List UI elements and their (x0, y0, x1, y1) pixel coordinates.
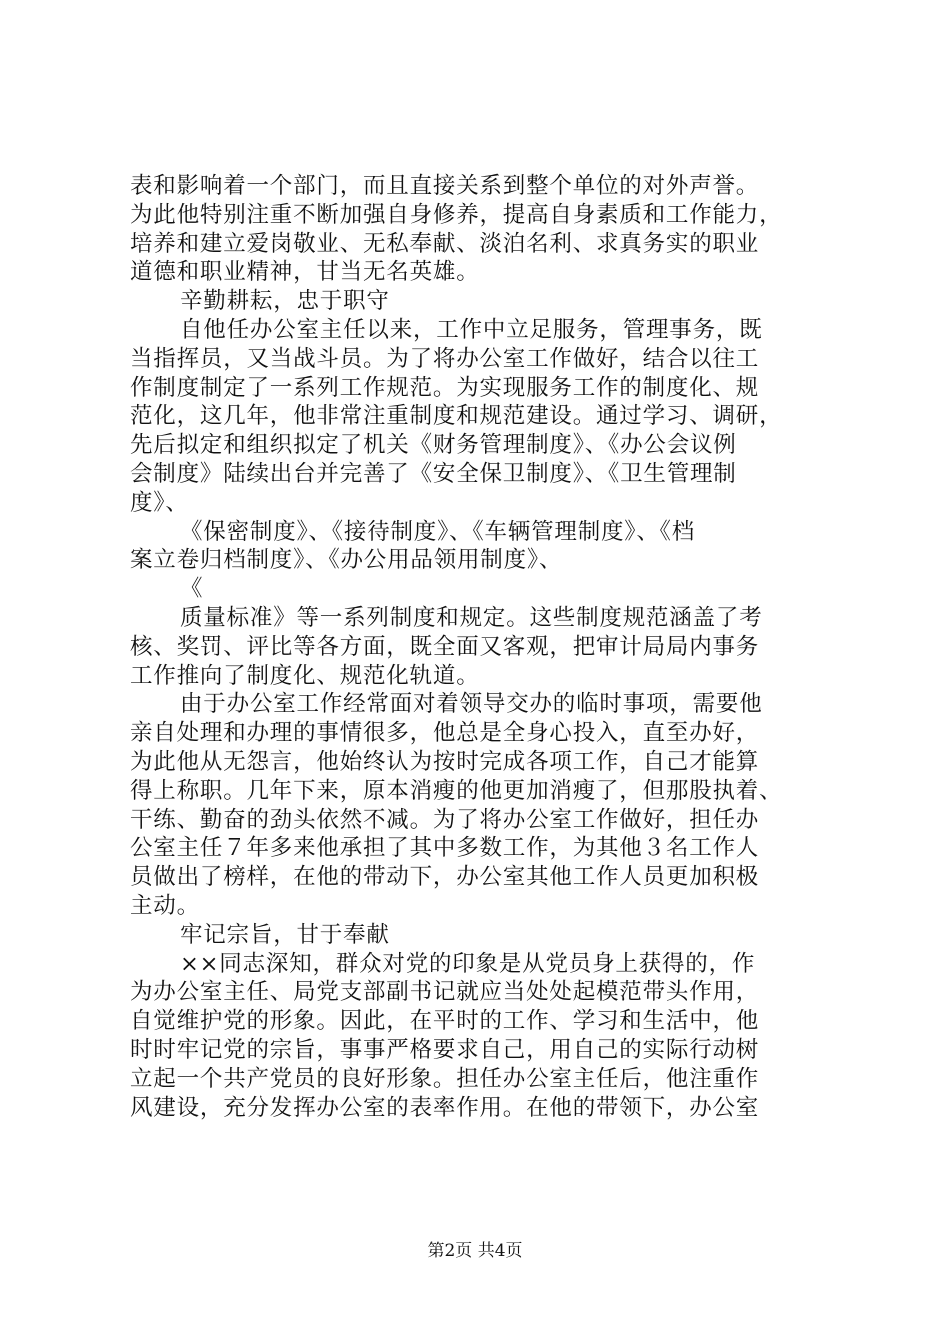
text-line: 培养和建立爱岗敬业、无私奉献、淡泊名利、求真务实的职业 (130, 230, 760, 257)
text-line: 主动。 (130, 892, 200, 919)
text-line: 自他任办公室主任以来，工作中立足服务，管理事务，既 (180, 316, 763, 343)
text-line: ××同志深知，群众对党的印象是从党员身上获得的，作 (180, 950, 756, 977)
text-line: 风建设，充分发挥办公室的表率作用。在他的带领下，办公室 (130, 1094, 760, 1121)
text-line: 会制度》陆续出台并完善了《安全保卫制度》、《卫生管理制 (130, 460, 737, 487)
text-line: 范化，这几年，他非常注重制度和规范建设。通过学习、调研， (130, 403, 783, 430)
text-line: 自觉维护党的形象。因此，在平时的工作、学习和生活中，他 (130, 1008, 760, 1035)
text-line: 先后拟定和组织拟定了机关《财务管理制度》、《办公会议例 (130, 432, 737, 459)
text-line: 为办公室主任、局党支部副书记就应当处处起模范带头作用， (130, 979, 760, 1006)
text-line: 案立卷归档制度》、《办公用品领用制度》、 (130, 547, 563, 574)
text-line: 当指挥员，又当战斗员。为了将办公室工作做好，结合以往工 (130, 345, 760, 372)
body-text (130, 172, 830, 1122)
text-line: 度》、 (130, 489, 189, 516)
text-line: 亲自处理和办理的事情很多，他总是全身心投入，直至办好， (130, 720, 760, 747)
text-line: 员做出了榜样，在他的带动下，办公室其他工作人员更加积极 (130, 864, 760, 891)
text-line: 牢记宗旨，甘于奉献 (180, 921, 390, 948)
text-line: 公室主任７年多来他承担了其中多数工作，为其他３名工作人 (130, 835, 760, 862)
text-line: 《保密制度》、《接待制度》、《车辆管理制度》、《档 (180, 518, 696, 545)
text-line: 干练、勤奋的劲头依然不减。为了将办公室工作做好，担任办 (130, 806, 760, 833)
text-line: 立起一个共产党员的良好形象。担任办公室主任后，他注重作 (130, 1065, 760, 1092)
text-line: 核、奖罚、评比等各方面，既全面又客观，把审计局局内事务 (130, 633, 760, 660)
text-line: 时时牢记党的宗旨，事事严格要求自己，用自己的实际行动树 (130, 1036, 760, 1063)
text-line: 表和影响着一个部门，而且直接关系到整个单位的对外声誉。 (130, 173, 760, 199)
text-line: 质量标准》等一系列制度和规定。这些制度规范涵盖了考 (180, 604, 763, 631)
text-line: 工作推向了制度化、规范化轨道。 (130, 662, 480, 689)
text-line: 由于办公室工作经常面对着领导交办的临时事项，需要他 (180, 691, 763, 718)
text-line: 《 (180, 576, 204, 603)
text-line: 作制度制定了一系列工作规范。为实现服务工作的制度化、规 (130, 374, 760, 401)
text-line: 为此他特别注重不断加强自身修养，提高自身素质和工作能力， (130, 201, 783, 228)
text-line: 道德和职业精神，甘当无名英雄。 (130, 259, 480, 286)
text-line: 辛勤耕耘，忠于职守 (180, 288, 390, 315)
page-footer: 第2页 共4页 (427, 1241, 523, 1261)
text-line: 得上称职。几年下来，原本消瘦的他更加消瘦了，但那股执着、 (130, 777, 783, 804)
text-line: 为此他从无怨言，他始终认为按时完成各项工作，自己才能算 (130, 748, 760, 775)
